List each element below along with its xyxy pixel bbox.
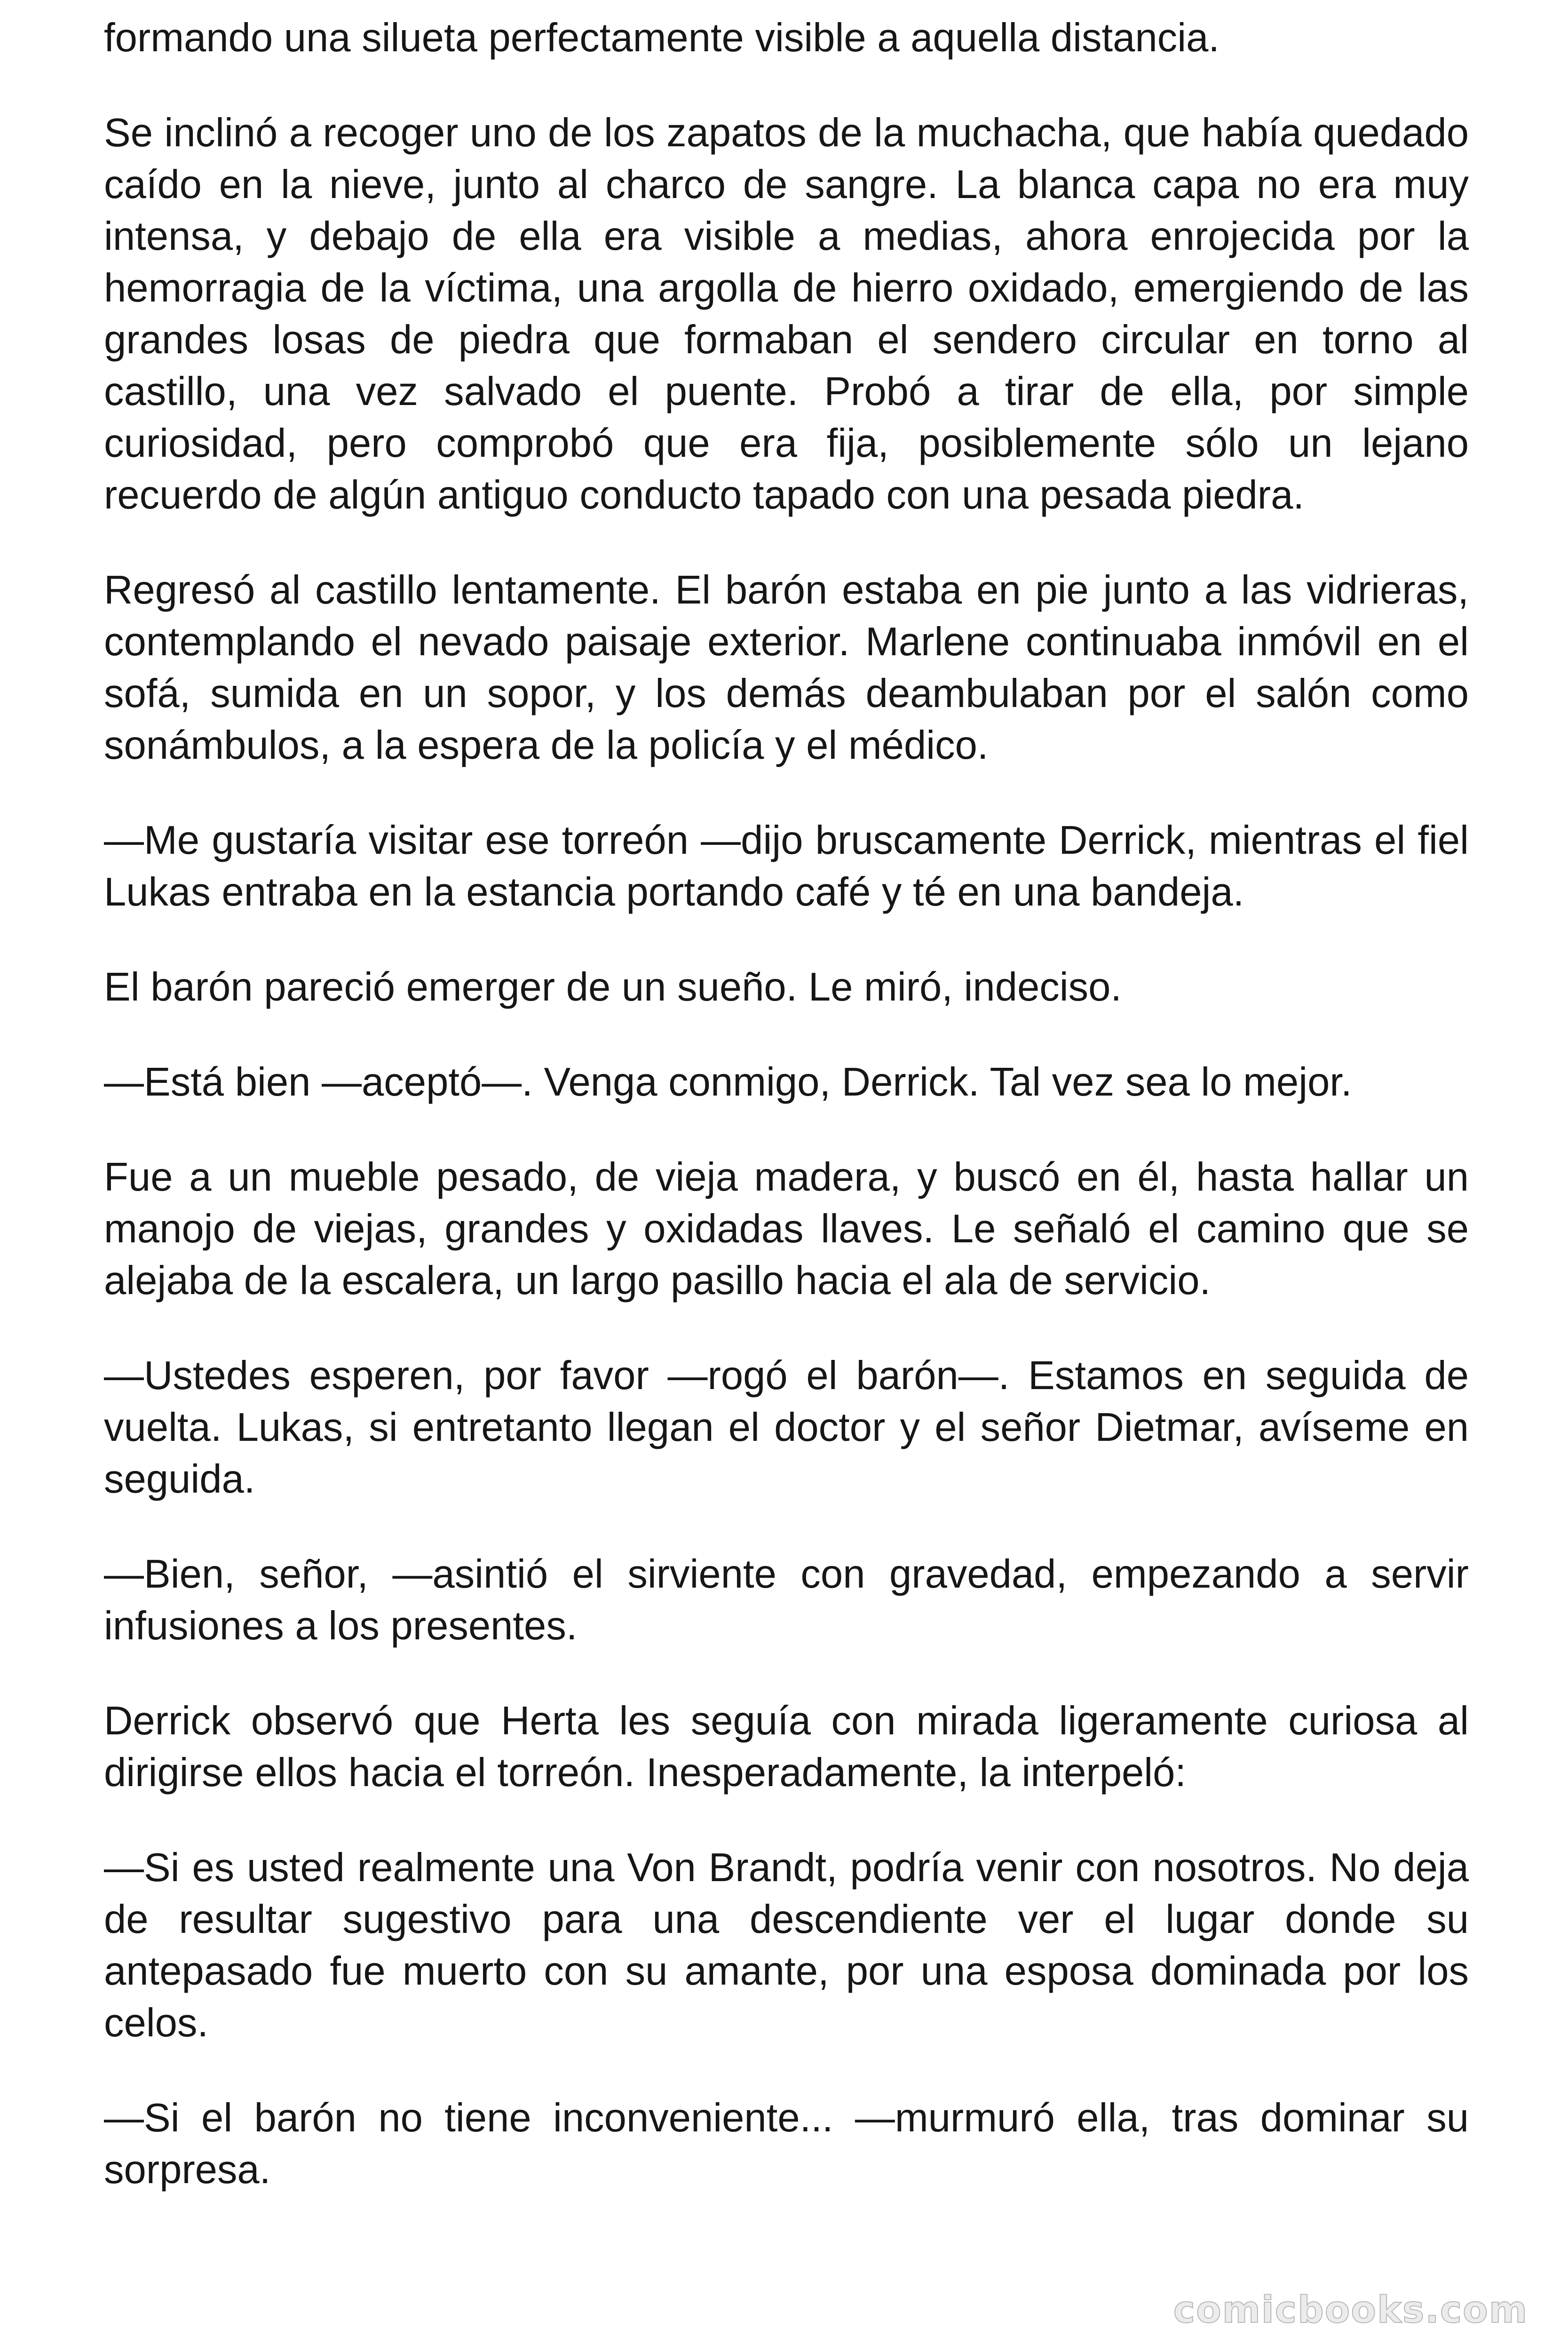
paragraph-4: —Me gustaría visitar ese torreón —dijo bruscamente Derrick, mientras el fiel Lukas entraba en la estancia portando café y té en una bandeja.: [104, 818, 1469, 914]
site-watermark: comicbooks.com: [1173, 2289, 1528, 2331]
paragraph-2: Se inclinó a recoger uno de los zapatos de la muchacha, que había quedado caído en la nieve, junto al charco de sangre. La blanca capa no era muy intensa, y debajo de ella era visible a medias, ahora enrojecida por la hemorragia de la víctima, una argolla de hierro oxidado, emergiendo de las grandes losas de piedra que formaban el sendero circular en torno al castillo, una vez salvado el puente. Probó a tirar de ella, por simple curiosidad, pero comprobó que era fija, posiblemente sólo un lejano recuerdo de algún antiguo conducto tapado con una pesada piedra.: [104, 111, 1469, 517]
paragraph-6: —Está bien —aceptó—. Venga conmigo, Derrick. Tal vez sea lo mejor.: [104, 1060, 1352, 1104]
paragraph-1: formando una silueta perfectamente visible a aquella distancia.: [104, 16, 1220, 60]
paragraph-5: El barón pareció emerger de un sueño. Le miró, indeciso.: [104, 965, 1122, 1009]
paragraph-10: Derrick observó que Herta les seguía con mirada ligeramente curiosa al dirigirse ellos hacia el torreón. Inesperadamente, la interpeló:: [104, 1699, 1469, 1795]
paragraph-7: Fue a un mueble pesado, de vieja madera, y buscó en él, hasta hallar un manojo de viejas, grandes y oxidadas llaves. Le señaló el camino que se alejaba de la escalera, un largo pasillo hacia el ala de servicio.: [104, 1155, 1469, 1303]
paragraph-11: —Si es usted realmente una Von Brandt, podría venir con nosotros. No deja de resultar sugestivo para una descendiente ver el lugar donde su antepasado fue muerto con su amante, por una esposa dominada por los celos.: [104, 1845, 1469, 2045]
book-page: [104, 0, 1469, 2239]
paragraph-8: —Ustedes esperen, por favor —rogó el barón—. Estamos en seguida de vuelta. Lukas, si entretanto llegan el doctor y el señor Dietmar, avíseme en seguida.: [104, 1353, 1469, 1502]
paragraph-12: —Si el barón no tiene inconveniente... —murmuró ella, tras dominar su sorpresa.: [104, 2096, 1469, 2192]
paragraph-3: Regresó al castillo lentamente. El barón estaba en pie junto a las vidrieras, contemplando el nevado paisaje exterior. Marlene continuaba inmóvil en el sofá, sumida en un sopor, y los demás deambulaban por el salón como sonámbulos, a la espera de la policía y el médico.: [104, 568, 1469, 768]
paragraph-9: —Bien, señor, —asintió el sirviente con gravedad, empezando a servir infusiones a los presentes.: [104, 1552, 1469, 1648]
